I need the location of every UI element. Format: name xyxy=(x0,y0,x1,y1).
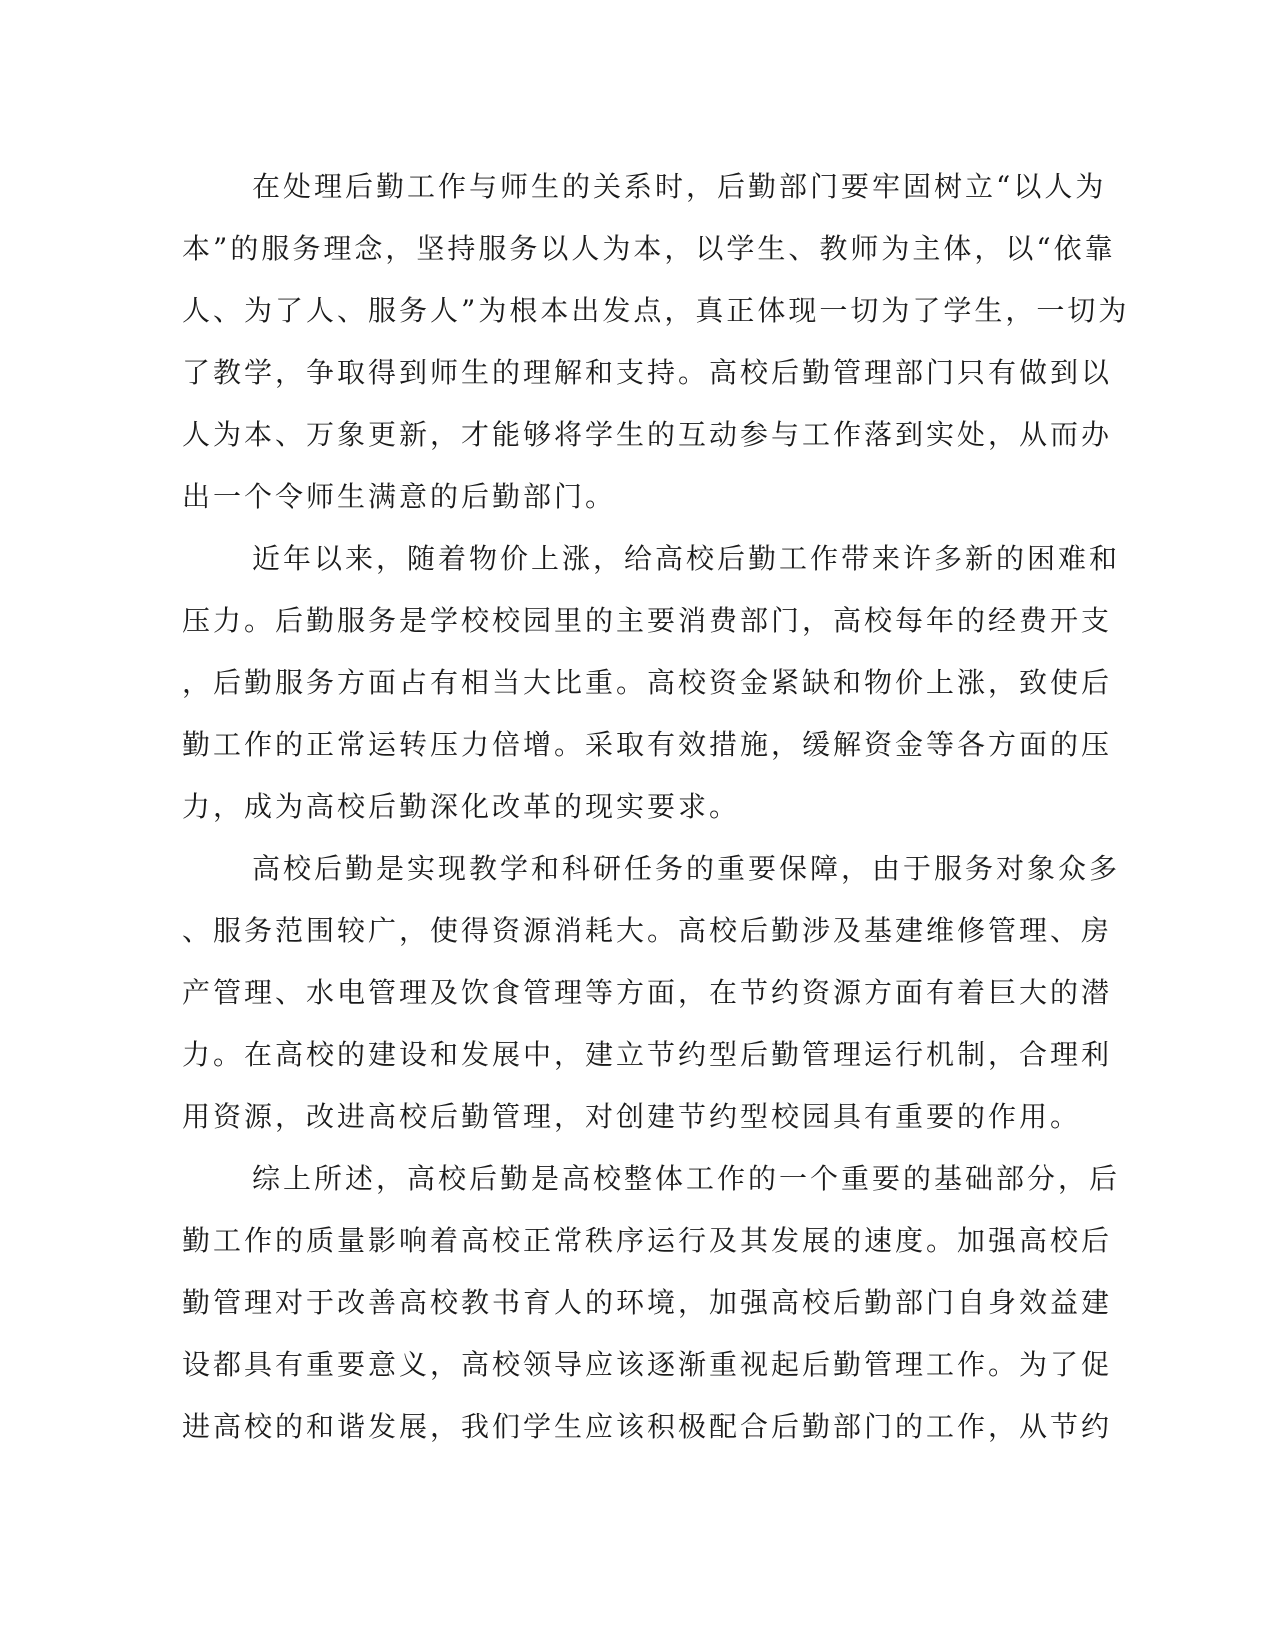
paragraph-line: 本”的服务理念，坚持服务以人为本，以学生、教师为主体，以“依靠 xyxy=(182,232,1116,265)
paragraph-line: 产管理、水电管理及饮食管理等方面，在节约资源方面有着巨大的潜 xyxy=(182,976,1113,1009)
paragraph-line: 综上所述，高校后勤是高校整体工作的一个重要的基础部分，后 xyxy=(252,1162,1121,1195)
paragraph-line: 进高校的和谐发展，我们学生应该积极配合后勤部门的工作，从节约 xyxy=(182,1410,1113,1443)
paragraph-line: ，后勤服务方面占有相当大比重。高校资金紧缺和物价上涨，致使后 xyxy=(182,666,1113,699)
paragraph-line: 勤工作的质量影响着高校正常秩序运行及其发展的速度。加强高校后 xyxy=(182,1224,1113,1257)
paragraph-3 xyxy=(182,838,1121,1148)
paragraph-line: 人、为了人、服务人”为根本出发点，真正体现一切为了学生，一切为 xyxy=(182,294,1130,327)
paragraph-line: 了教学，争取得到师生的理解和支持。高校后勤管理部门只有做到以 xyxy=(182,356,1113,389)
paragraph-line: 高校后勤是实现教学和科研任务的重要保障，由于服务对象众多 xyxy=(252,852,1121,885)
paragraph-line: 设都具有重要意义，高校领导应该逐渐重视起后勤管理工作。为了促 xyxy=(182,1348,1113,1381)
paragraph-1 xyxy=(182,156,1130,528)
paragraph-line: 压力。后勤服务是学校校园里的主要消费部门，高校每年的经费开支 xyxy=(182,604,1113,637)
paragraph-line: 勤管理对于改善高校教书育人的环境，加强高校后勤部门自身效益建 xyxy=(182,1286,1113,1319)
paragraph-line: 近年以来，随着物价上涨，给高校后勤工作带来许多新的困难和 xyxy=(252,542,1121,575)
paragraph-line: 用资源，改进高校后勤管理，对创建节约型校园具有重要的作用。 xyxy=(182,1100,1082,1133)
paragraph-line: 力，成为高校后勤深化改革的现实要求。 xyxy=(182,790,741,823)
paragraph-2 xyxy=(182,528,1121,838)
paragraph-line: 、服务范围较广，使得资源消耗大。高校后勤涉及基建维修管理、房 xyxy=(182,914,1113,947)
paragraph-line: 人为本、万象更新，才能够将学生的互动参与工作落到实处，从而办 xyxy=(182,418,1113,451)
paragraph-line: 力。在高校的建设和发展中，建立节约型后勤管理运行机制，合理利 xyxy=(182,1038,1113,1071)
paragraph-line: 出一个令师生满意的后勤部门。 xyxy=(182,480,617,513)
paragraph-4 xyxy=(182,1148,1121,1458)
paragraph-line: 在处理后勤工作与师生的关系时，后勤部门要牢固树立“以人为 xyxy=(252,170,1107,203)
paragraph-line: 勤工作的正常运转压力倍增。采取有效措施，缓解资金等各方面的压 xyxy=(182,728,1113,761)
document-body xyxy=(182,156,1130,1458)
